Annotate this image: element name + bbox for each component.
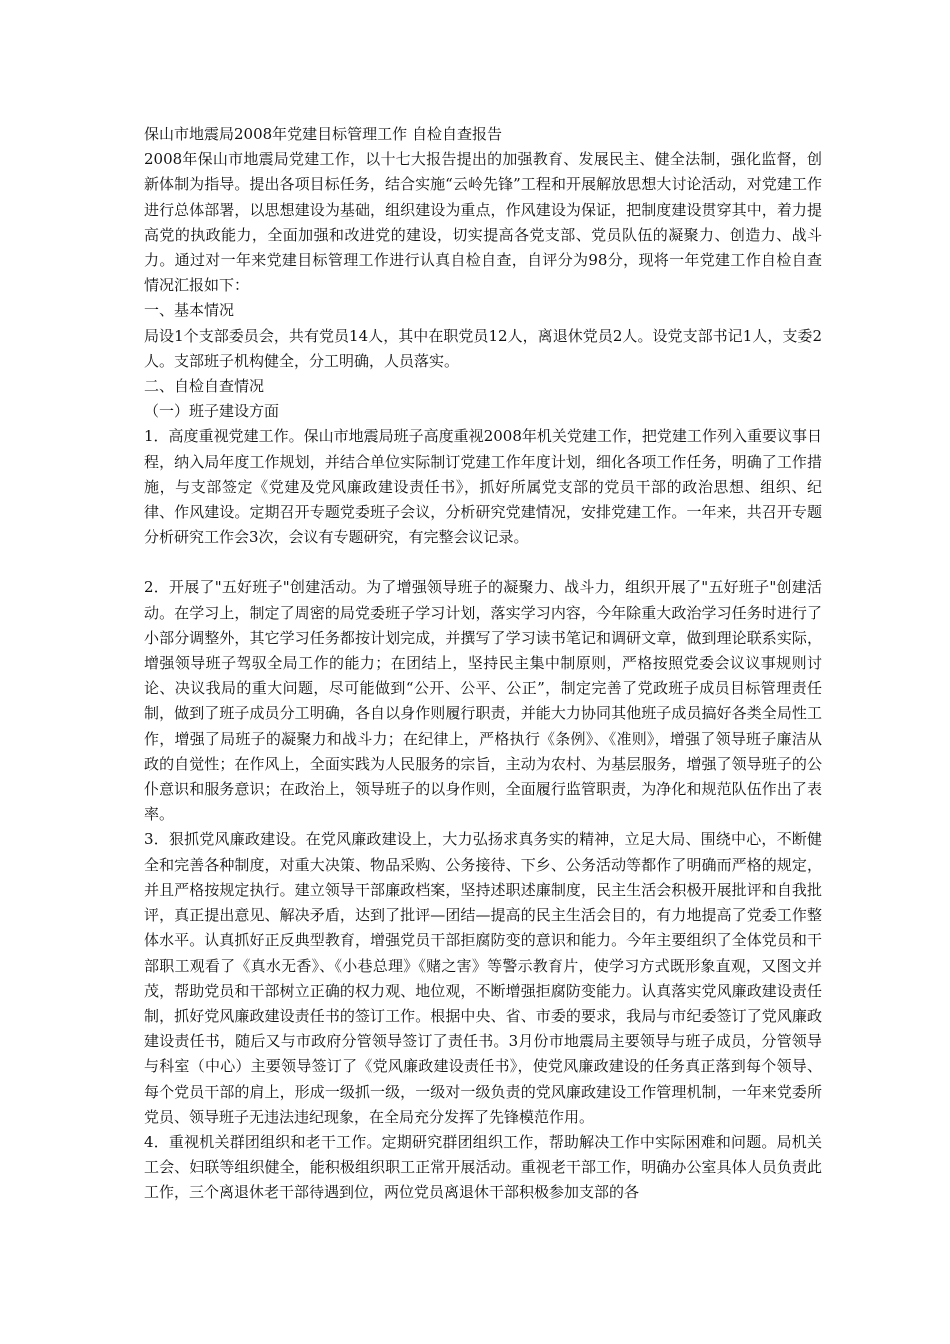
section-2-heading: 二、自检自查情况 — [144, 377, 265, 396]
section-1-paragraph: 局设1个支部委员会，共有党员14人，其中在职党员12人，离退休党员2人。设党支部书记1人，支委2人。支部班子机构健全，分工明确，人员落实。 — [144, 326, 822, 370]
item-2-paragraph: 2．开展了"五好班子"创建活动。为了增强领导班子的凝聚力、战斗力，组织开展了"五好班子"创建活动。在学习上，制定了周密的局党委班子学习计划，落实学习内容，今年除重大政治学习任务时进行了小部分调整外，其它学习任务都按计划完成，并撰写了学习读书笔记和调研文章，做到理论联系实际，增强领导班子驾驭全局工作的能力；在团结上，坚持民主集中制原则，严格按照党委会议议事规则讨论、决议我局的重大问题，尽可能做到“公开、公平、公正”，制定完善了党政班子成员目标管理责任制，做到了班子成员分工明确，各自以身作则履行职责，并能大力协同其他班子成员搞好各类全局性工作，增强了局班子的凝聚力和战斗力；在纪律上，严格执行《条例》、《准则》，增强了领导班子廉洁从政的自觉性；在作风上，全面实践为人民服务的宗旨，主动为农村、为基层服务，增强了领导班子的公仆意识和服务意识；在政治上，领导班子的以身作则，全面履行监管职责，为净化和规范队伍作出了表率。 — [144, 578, 822, 824]
item-3-paragraph: 3．狠抓党风廉政建设。在党风廉政建设上，大力弘扬求真务实的精神，立足大局、围绕中心，不断健全和完善各种制度，对重大决策、物品采购、公务接待、下乡、公务活动等都作了明确而严格的规定，并且严格按规定执行。建立领导干部廉政档案，坚持述职述廉制度，民主生活会积极开展批评和自我批评，真正提出意见、解决矛盾，达到了批评—团结—提高的民主生活会目的，有力地提高了党委工作整体水平。认真抓好正反典型教育，增强党员干部拒腐防变的意识和能力。今年主要组织了全体党员和干部职工观看了《真水无香》、《小巷总理》《赌之害》等警示教育片，使学习方式既形象直观，又图文并茂，帮助党员和干部树立正确的权力观、地位观，不断增强拒腐防变能力。认真落实党风廉政建设责任制，抓好党风廉政建设责任书的签订工作。根据中央、省、市委的要求，我局与市纪委签订了党风廉政建设责任书，随后又与市政府分管领导签订了责任书。3月份市地震局主要领导与班子成员，分管领导与科室（中心）主要领导签订了《党风廉政建设责任书》，使党风廉政建设的任务真正落到每个领导、每个党员干部的肩上，形成一级抓一级，一级对一级负责的党风廉政建设工作管理机制，一年来党委所党员、领导班子无违法违纪现象，在全局充分发挥了先锋模范作用。 — [144, 830, 822, 1126]
report-title: 保山市地震局2008年党建目标管理工作 自检自查报告 — [144, 125, 502, 143]
item-4-paragraph: 4．重视机关群团组织和老干工作。定期研究群团组织工作，帮助解决工作中实际困难和问题。局机关工会、妇联等组织健全，能积极组织职工正常开展活动。重视老干部工作，明确办公室具体人员负责此工作，三个离退休老干部待遇到位，两位党员离退休干部积极参加支部的各 — [144, 1132, 822, 1202]
intro-paragraph: 2008年保山市地震局党建工作，以十七大报告提出的加强教育、发展民主、健全法制，强化监督，创新体制为指导。提出各项目标任务，结合实施“云岭先锋”工程和开展解放思想大讨论活动，对党建工作进行总体部署，以思想建设为基础，组织建设为重点，作风建设为保证，把制度建设贯穿其中，着力提高党的执政能力，全面加强和改进党的建设，切实提高各党支部、党员队伍的凝聚力、创造力、战斗力。通过对一年来党建目标管理工作进行认真自检自查，自评分为98分，现将一年党建工作自检自查情况汇报如下： — [144, 150, 822, 295]
report-page — [144, 122, 822, 1206]
subsection-1-heading: （一）班子建设方面 — [144, 402, 280, 421]
paragraph-spacer — [144, 550, 822, 575]
section-1-heading: 一、基本情况 — [144, 301, 235, 320]
item-1-paragraph: 1．高度重视党建工作。保山市地震局班子高度重视2008年机关党建工作，把党建工作列入重要议事日程，纳入局年度工作规划，并结合单位实际制订党建工作年度计划，细化各项工作任务，明确了工作措施，与支部签定《党建及党风廉政建设责任书》，抓好所属党支部的党员干部的政治思想、组织、纪律、作风建设。定期召开专题党委班子会议，分析研究党建情况，安排党建工作。一年来，共召开专题分析研究工作会3次，会议有专题研究，有完整会议记录。 — [144, 427, 822, 547]
